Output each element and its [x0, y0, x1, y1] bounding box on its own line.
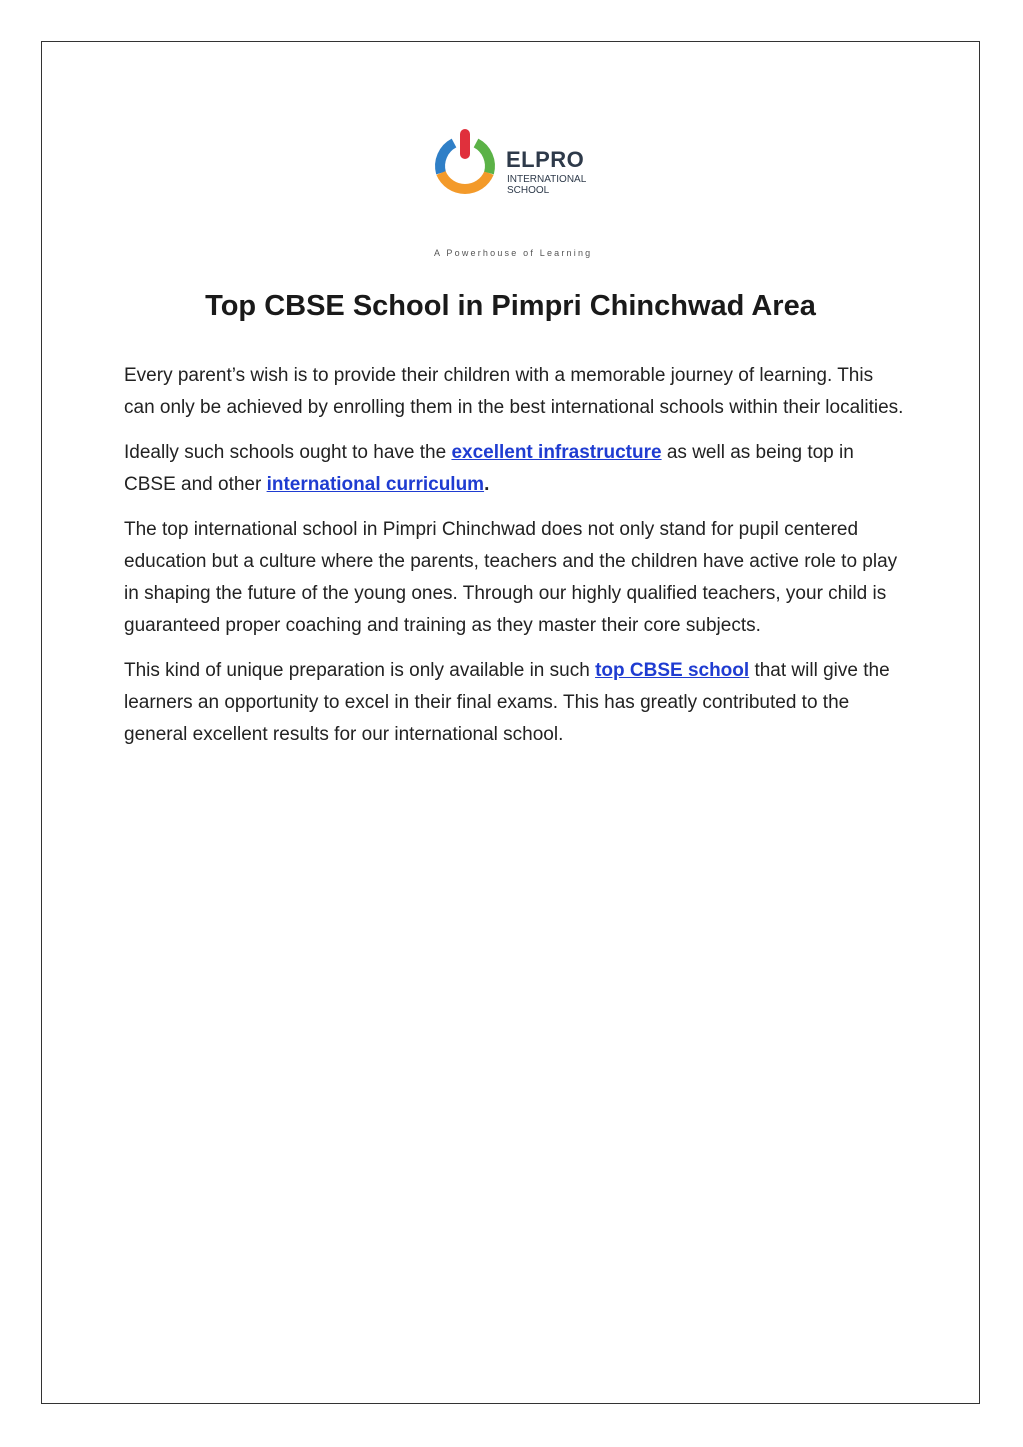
international-curriculum-link[interactable]: international curriculum [266, 474, 485, 495]
logo-subtitle [507, 174, 597, 196]
excellent-infrastructure-link[interactable]: excellent infrastructure [451, 442, 662, 463]
elpro-logo [432, 129, 592, 219]
document-page [41, 41, 980, 1404]
logo-subtitle-line1: INTERNATIONAL [507, 174, 587, 185]
page-title: Top CBSE School in Pimpri Chinchwad Area [205, 290, 816, 322]
logo-tagline: A Powerhouse of Learning [434, 248, 593, 258]
top-cbse-school-link[interactable]: top CBSE school [595, 660, 750, 681]
paragraph-2-period: . [484, 474, 490, 495]
logo-subtitle-line2: SCHOOL [507, 185, 550, 196]
paragraph-2-text-1: Ideally such schools ought to have the [124, 442, 452, 463]
paragraph-4-text-2: that will give the learners an opportunity to excel in their final exams. This has greatly contributed to the general excellent results for our international school. [124, 660, 890, 745]
power-button-logo-icon [432, 129, 498, 199]
logo-name: ELPRO [506, 147, 585, 172]
paragraph-4 [124, 655, 904, 751]
paragraph-3: The top international school in Pimpri Chinchwad does not only stand for pupil centered education but a culture where the parents, teachers and the children have active role to play in shaping the future of the young ones. Through our highly qualified teachers, your child is guaranteed proper coaching and training as they master their core subjects. [124, 519, 898, 636]
paragraph-4-text-1: This kind of unique preparation is only available in such [124, 660, 596, 681]
article-body [124, 360, 904, 764]
paragraph-2 [124, 437, 904, 501]
paragraph-1: Every parent’s wish is to provide their children with a memorable journey of learning. This can only be achieved by enrolling them in the best international schools within their localities. [124, 365, 904, 418]
paragraph-2-text-2: as well as being top in CBSE and other [124, 442, 854, 495]
